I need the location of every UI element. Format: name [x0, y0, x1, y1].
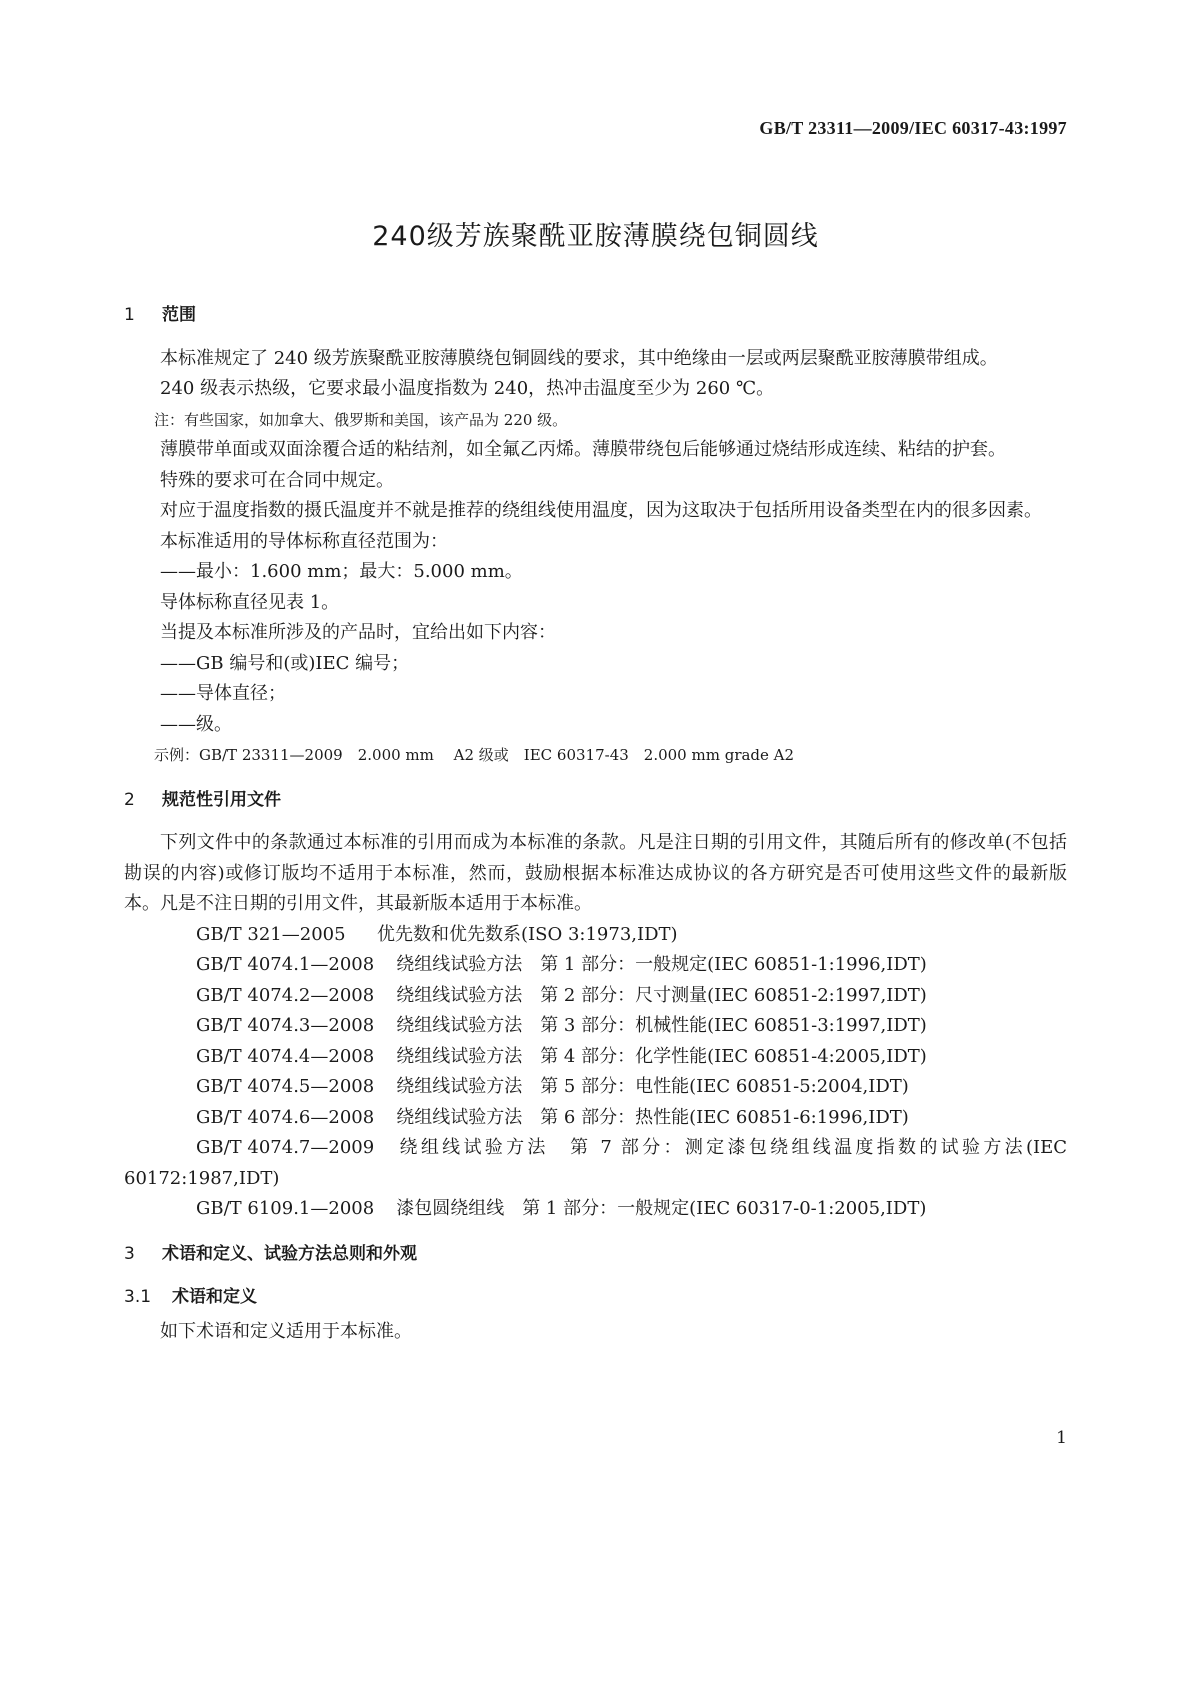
paragraph: 240 级表示热级，它要求最小温度指数为 240，热冲击温度至少为 260 ℃。	[160, 378, 775, 399]
reference-code: GB/T 4074.2—2008	[196, 984, 375, 1006]
reference-code: GB/T 4074.7—2009	[196, 1137, 375, 1158]
page-number: 1	[1056, 1428, 1067, 1448]
paragraph: 本标准规定了 240 级芳族聚酰亚胺薄膜绕包铜圆线的要求，其中绝缘由一层或两层聚酰亚胺薄膜带组成。	[160, 347, 998, 369]
section-2-heading: 2 规范性引用文件	[124, 789, 281, 810]
section-1-heading: 1 范围	[124, 305, 196, 325]
reference-title: 漆包圆绕组线 第 1 部分：一般规定(IEC 60317-0-1:2005,IDT)	[396, 1198, 927, 1219]
reference-code: GB/T 4074.6—2008	[196, 1106, 375, 1128]
reference-code: GB/T 321—2005	[196, 923, 346, 945]
reference-title: 绕组线试验方法 第 2 部分：尺寸测量(IEC 60851-2:1997,IDT)	[396, 984, 927, 1006]
reference-list	[124, 920, 1067, 1225]
list-item: ——级。	[160, 713, 232, 735]
reference-title: 绕组线试验方法 第 5 部分：电性能(IEC 60851-5:2004,IDT)	[396, 1076, 909, 1097]
reference-code: GB/T 4074.4—2008	[196, 1045, 375, 1067]
document-title: 240级芳族聚酰亚胺薄膜绕包铜圆线	[372, 221, 819, 252]
reference-code: GB/T 4074.1—2008	[196, 954, 375, 975]
reference-item	[124, 1133, 1067, 1194]
reference-item	[124, 1103, 1067, 1134]
section-3-1-heading: 3.1 术语和定义	[124, 1287, 257, 1307]
reference-code: GB/T 6109.1—2008	[196, 1198, 375, 1219]
reference-code: GB/T 4074.5—2008	[196, 1076, 375, 1097]
paragraph: 导体标称直径见表 1。	[160, 591, 340, 613]
paragraph: 对应于温度指数的摄氏温度并不就是推荐的绕组线使用温度，因为这取决于包括所用设备类型在内的很多因素。	[160, 500, 1042, 521]
reference-item	[124, 1072, 1067, 1103]
reference-item	[124, 1194, 1067, 1225]
list-item: ——GB 编号和(或)IEC 编号；	[160, 652, 410, 674]
reference-title: 绕组线试验方法 第 3 部分：机械性能(IEC 60851-3:1997,IDT)	[396, 1015, 927, 1036]
example: 示例：GB/T 23311—2009 2.000 mm A2 级或 IEC 60317-43 2.000 mm grade A2	[154, 746, 795, 764]
paragraph: 下列文件中的条款通过本标准的引用而成为本标准的条款。凡是注日期的引用文件，其随后所有的修改单(不包括勘误的内容)或修订版均不适用于本标准，然而，鼓励根据本标准达成协议的各方研究是否可使用这些文件的最新版本。凡是不注日期的引用文件，其最新版本适用于本标准。	[124, 832, 1067, 914]
note: 注：有些国家，如加拿大、俄罗斯和美国，该产品为 220 级。	[154, 410, 568, 429]
reference-item	[124, 1011, 1067, 1042]
standard-header: GB/T 23311—2009/IEC 60317-43:1997	[759, 118, 1067, 138]
reference-title: 优先数和优先数系(ISO 3:1973,IDT)	[377, 923, 678, 945]
reference-item	[124, 920, 1067, 951]
reference-title: 绕组线试验方法 第 6 部分：热性能(IEC 60851-6:1996,IDT)	[396, 1106, 909, 1128]
document-body	[124, 300, 1067, 1347]
reference-item	[124, 950, 1067, 981]
paragraph: 特殊的要求可在合同中规定。	[160, 469, 394, 491]
reference-title: 绕组线试验方法 第 4 部分：化学性能(IEC 60851-4:2005,IDT)	[396, 1045, 927, 1067]
reference-title: 绕组线试验方法 第 1 部分：一般规定(IEC 60851-1:1996,IDT)	[396, 954, 927, 975]
section-3-heading: 3 术语和定义、试验方法总则和外观	[124, 1243, 417, 1264]
paragraph: 本标准适用的导体标称直径范围为：	[160, 530, 448, 552]
paragraph: 如下术语和定义适用于本标准。	[160, 1320, 412, 1342]
list-item: ——导体直径；	[160, 683, 286, 704]
paragraph: 当提及本标准所涉及的产品时，宜给出如下内容：	[160, 622, 556, 643]
list-item: ——最小：1.600 mm；最大：5.000 mm。	[160, 561, 523, 582]
reference-item	[124, 981, 1067, 1012]
reference-code: GB/T 4074.3—2008	[196, 1015, 375, 1036]
reference-item	[124, 1042, 1067, 1073]
reference-title: 绕组线试验方法 第 7 部分：测定漆包绕组线温度指数的试验方法(IEC 60172:1987,IDT)	[124, 1137, 1067, 1189]
paragraph: 薄膜带单面或双面涂覆合适的粘结剂，如全氟乙丙烯。薄膜带绕包后能够通过烧结形成连续、粘结的护套。	[160, 439, 1006, 460]
